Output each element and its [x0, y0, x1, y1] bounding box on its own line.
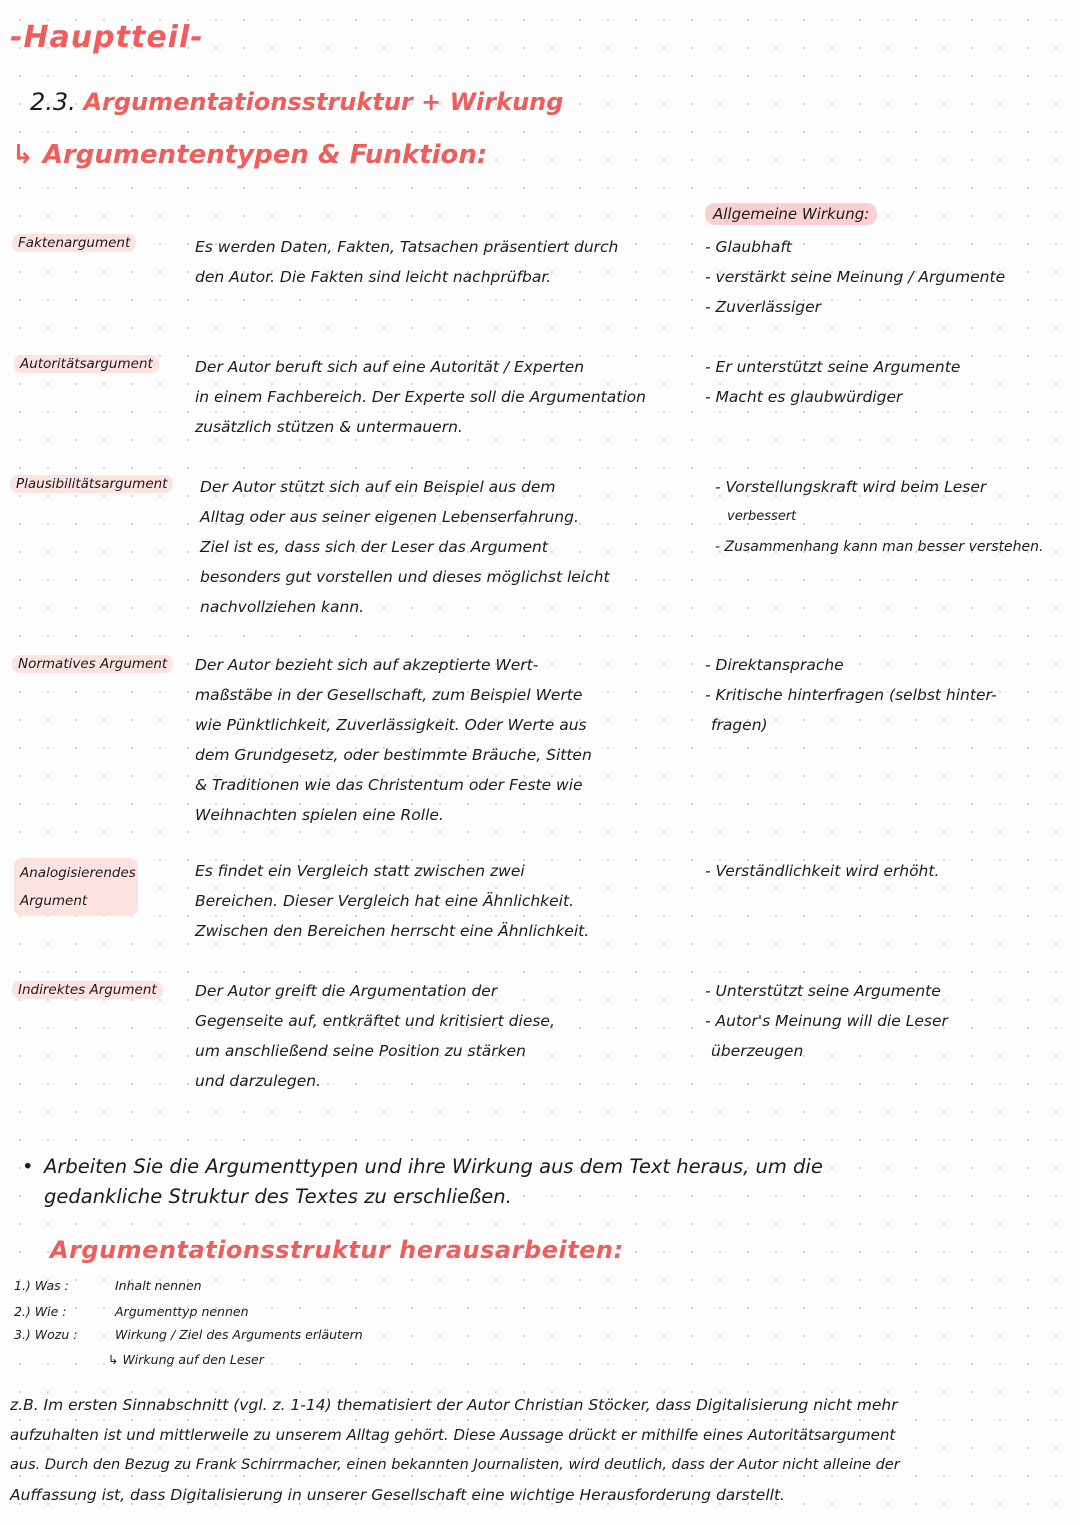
argument-label-normativ [12, 656, 173, 672]
description-line: in einem Fachbereich. Der Experte soll die Argumentation [195, 388, 646, 406]
argument-effects-plausibilitaet [715, 472, 1075, 562]
step-key: 2.) Wie : [14, 1304, 67, 1319]
example-paragraph [10, 1390, 1075, 1510]
description-line: dem Grundgesetz, oder bestimmte Bräuche, Sitten [195, 746, 592, 764]
description-line: um anschließend seine Position zu stärken [195, 1042, 526, 1060]
description-line: den Autor. Die Fakten sind leicht nachprüfbar. [195, 268, 552, 286]
description-line: Es findet ein Vergleich statt zwischen zwei [195, 862, 525, 880]
argument-description-plausibilitaet [200, 472, 675, 622]
step-value: Inhalt nennen [115, 1278, 202, 1293]
argument-description-autoritaet [195, 352, 670, 442]
argument-effects-indirekt [705, 976, 1065, 1066]
effect-line: - Zusammenhang kann man besser verstehen. [715, 539, 1044, 555]
general-effect-item: - Zuverlässiger [705, 298, 822, 316]
effect-line: - Direktansprache [705, 656, 844, 674]
step-key: 3.) Wozu : [14, 1327, 78, 1342]
effect-line: - Autor's Meinung will die Leser [705, 1012, 948, 1030]
label-text: Autoritätsargument [14, 355, 159, 373]
label-text: Plausibilitätsargument [10, 475, 173, 493]
argument-label-indirekt [12, 982, 163, 998]
argument-label-autoritaet [14, 356, 159, 372]
description-line: & Traditionen wie das Christentum oder Feste wie [195, 776, 583, 794]
description-line: wie Pünktlichkeit, Zuverlässigkeit. Oder Werte aus [195, 716, 587, 734]
description-line: Ziel ist es, dass sich der Leser das Argument [200, 538, 548, 556]
example-line: Auffassung ist, dass Digitalisierung in unserer Gesellschaft eine wichtige Herausforderung darstellt. [10, 1486, 785, 1504]
description-line: Alltag oder aus seiner eigenen Lebenserfahrung. [200, 508, 579, 526]
argument-effects-analogisierend [705, 856, 1065, 886]
argument-description-normativ [195, 650, 670, 830]
example-line: aus. Durch den Bezug zu Frank Schirrmacher, einen bekannten Journalisten, wird deutlich, dass der Autor nicht alleine der [10, 1457, 900, 1473]
task-instruction [22, 1152, 1062, 1212]
section-number: 2.3. [30, 88, 76, 116]
label-text: Analogisierendes Argument [14, 858, 138, 916]
description-line: Der Autor bezieht sich auf akzeptierte Wert- [195, 656, 539, 674]
effect-line: fragen) [711, 716, 768, 734]
effect-line: - Kritische hinterfragen (selbst hinter- [705, 686, 997, 704]
structure-heading: Argumentationsstruktur herausarbeiten: [50, 1236, 624, 1264]
argument-description-indirekt [195, 976, 670, 1096]
general-effect-item: - Glaubhaft [705, 238, 792, 256]
argument-description-fakten [195, 232, 670, 292]
general-effect-item: - verstärkt seine Meinung / Argumente [705, 268, 1006, 286]
argument-label-fakten [12, 235, 136, 251]
description-line: Gegenseite auf, entkräftet und kritisiert diese, [195, 1012, 555, 1030]
effect-heading-text: Allgemeine Wirkung: [705, 203, 877, 225]
label-text: Faktenargument [12, 234, 136, 252]
description-line: Weihnachten spielen eine Rolle. [195, 806, 444, 824]
section-title-text: Argumentationsstruktur + Wirkung [83, 88, 564, 116]
section-title [30, 88, 563, 116]
effect-line: - Unterstützt seine Argumente [705, 982, 941, 1000]
description-line: nachvollziehen kann. [200, 598, 365, 616]
subheading: ↳ Argumententypen & Funktion: [12, 140, 488, 170]
description-line: Der Autor stützt sich auf ein Beispiel aus dem [200, 478, 556, 496]
step-key: 1.) Was : [14, 1278, 69, 1293]
effect-line: - Macht es glaubwürdiger [705, 388, 903, 406]
description-line: Zwischen den Bereichen herrscht eine Ähnlichkeit. [195, 922, 590, 940]
step-value: Wirkung / Ziel des Arguments erläutern [115, 1327, 363, 1342]
bullet-icon: • [22, 1155, 34, 1178]
argument-effects-autoritaet [705, 352, 1065, 412]
label-text: Normatives Argument [12, 655, 173, 673]
argument-label-analogisierend [14, 858, 138, 916]
label-text: Indirektes Argument [12, 981, 163, 999]
description-line: Es werden Daten, Fakten, Tatsachen präsentiert durch [195, 238, 619, 256]
description-line: Der Autor greift die Argumentation der [195, 982, 498, 1000]
description-line: Bereichen. Dieser Vergleich hat eine Ähnlichkeit. [195, 892, 574, 910]
description-line: zusätzlich stützen & untermauern. [195, 418, 463, 436]
description-line: Der Autor beruft sich auf eine Autorität / Experten [195, 358, 585, 376]
example-line: aufzuhalten ist und mittlerweile zu unserem Alltag gehört. Diese Aussage drückt er mithilfe eines Autoritätsargument [10, 1426, 896, 1444]
effect-heading [705, 205, 877, 223]
effect-line: - Verständlichkeit wird erhöht. [705, 862, 940, 880]
effect-line: - Vorstellungskraft wird beim Leser [715, 478, 987, 496]
argument-description-analogisierend [195, 856, 670, 946]
description-line: besonders gut vorstellen und dieses möglichst leicht [200, 568, 610, 586]
step-value: Argumenttyp nennen [115, 1304, 249, 1319]
description-line: maßstäbe in der Gesellschaft, zum Beispiel Werte [195, 686, 583, 704]
main-title: -Hauptteil- [10, 20, 204, 55]
effect-line: überzeugen [711, 1042, 804, 1060]
general-effects [705, 232, 1065, 322]
description-line: und darzulegen. [195, 1072, 322, 1090]
argument-effects-normativ [705, 650, 1065, 740]
argument-label-plausibilitaet [10, 476, 173, 492]
step-value-sub: ↳ Wirkung auf den Leser [108, 1352, 264, 1367]
example-line: z.B. Im ersten Sinnabschnitt (vgl. z. 1-14) thematisiert der Autor Christian Stöcker, dass Digitalisierung nicht mehr [10, 1396, 898, 1414]
effect-line: verbessert [727, 509, 797, 524]
effect-line: - Er unterstützt seine Argumente [705, 358, 961, 376]
task-line: Arbeiten Sie die Argumenttypen und ihre Wirkung aus dem Text heraus, um die [44, 1155, 823, 1178]
task-line: gedankliche Struktur des Textes zu erschließen. [44, 1185, 512, 1208]
